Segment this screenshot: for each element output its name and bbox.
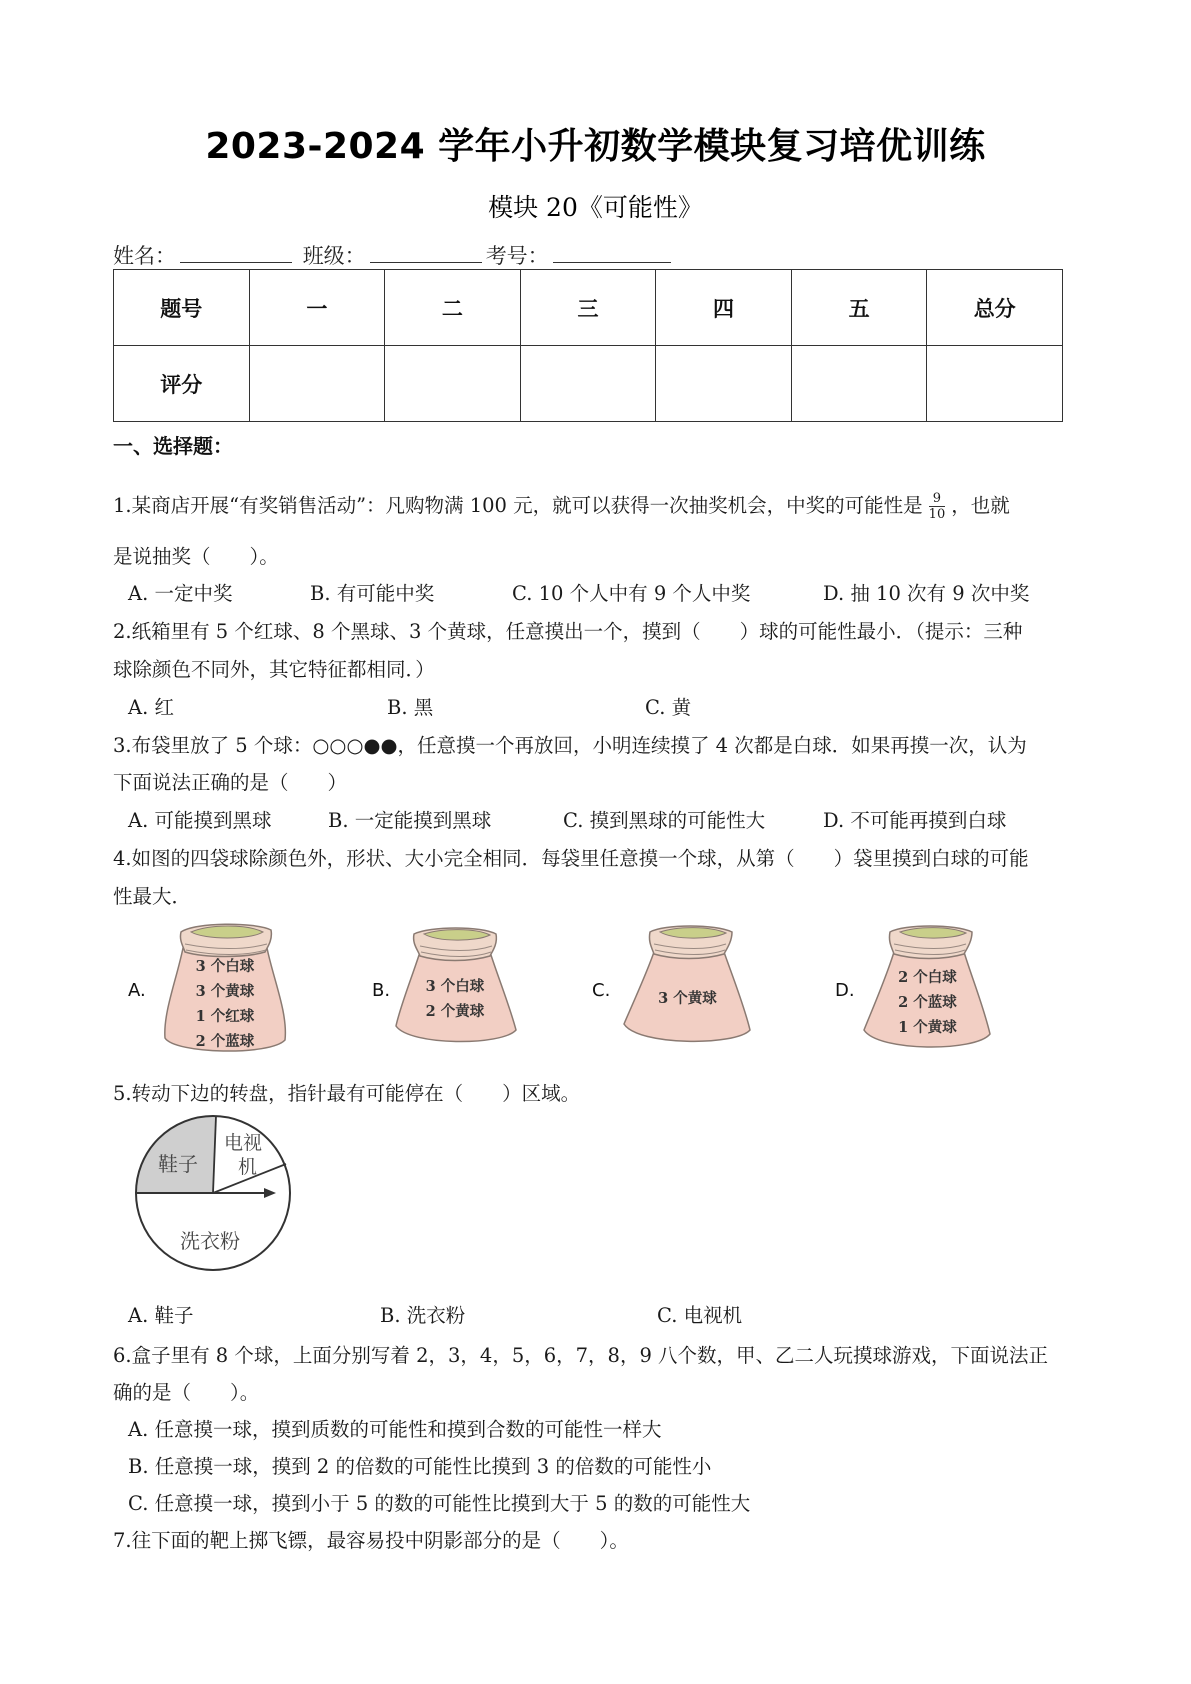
question-4-line-1: 4.如图的四袋球除颜色外，形状、大小完全相同．每袋里任意摸一个球，从第（ ）袋里摸到白球的可能 bbox=[113, 847, 1029, 870]
spinner-region-shoes: 鞋子 bbox=[158, 1152, 198, 1176]
student-info-line bbox=[113, 240, 675, 270]
question-4-line-2: 性最大． bbox=[113, 885, 192, 908]
score-cell[interactable] bbox=[520, 346, 656, 422]
score-cell[interactable] bbox=[927, 346, 1063, 422]
question-5-option-a[interactable]: A. 鞋子 bbox=[128, 1304, 194, 1327]
question-5-option-b[interactable]: B. 洗衣粉 bbox=[380, 1304, 466, 1327]
table-cell: 四 bbox=[656, 270, 792, 346]
name-blank[interactable] bbox=[180, 242, 292, 263]
bag-c-illustration bbox=[620, 920, 755, 1052]
question-3-option-c[interactable]: C. 摸到黑球的可能性大 bbox=[563, 809, 766, 832]
bag-b-illustration bbox=[390, 922, 520, 1052]
question-5-line-1: 5.转动下边的转盘，指针最有可能停在（ ）区域。 bbox=[113, 1082, 581, 1105]
spinner-region-tv-line1: 电视 bbox=[224, 1132, 263, 1154]
fraction bbox=[929, 491, 946, 522]
question-1-option-c[interactable]: C. 10 个人中有 9 个人中奖 bbox=[512, 582, 751, 605]
question-text: ，也就 bbox=[951, 494, 1010, 517]
question-2-option-a[interactable]: A. 红 bbox=[128, 696, 174, 719]
question-2-line-2: 球除颜色不同外，其它特征都相同．） bbox=[113, 658, 435, 681]
bag-content-line: 3 个黄球 bbox=[658, 990, 717, 1007]
fraction-denominator: 10 bbox=[928, 507, 946, 522]
question-3-line-2: 下面说法正确的是（ ） bbox=[113, 771, 348, 794]
question-2-option-c[interactable]: C. 黄 bbox=[645, 696, 692, 719]
class-label: 班级： bbox=[302, 244, 366, 268]
class-blank[interactable] bbox=[370, 242, 482, 263]
section-heading: 一、选择题： bbox=[113, 434, 233, 458]
exam-number-blank[interactable] bbox=[553, 242, 671, 263]
question-3-option-d[interactable]: D. 不可能再摸到白球 bbox=[823, 809, 1007, 832]
bag-d-contents bbox=[860, 965, 995, 1040]
table-cell: 题号 bbox=[114, 270, 250, 346]
score-table-score-row bbox=[114, 346, 1063, 422]
bag-content-line: 2 个白球 bbox=[898, 969, 957, 986]
question-7-line-1: 7.往下面的靶上掷飞镖，最容易投中阴影部分的是（ ）。 bbox=[113, 1529, 629, 1552]
bag-content-line: 2 个蓝球 bbox=[898, 994, 957, 1011]
question-2-line-1: 2.纸箱里有 5 个红球、8 个黑球、3 个黄球，任意摸出一个，摸到（ ）球的可能性最小．（提示：三种 bbox=[113, 620, 1023, 643]
question-text: 1.某商店开展“有奖销售活动”：凡购物满 100 元，就可以获得一次抽奖机会，中奖的可能性是 bbox=[113, 494, 923, 517]
bag-d-label[interactable]: D. bbox=[835, 980, 855, 1001]
table-cell: 一 bbox=[249, 270, 385, 346]
bag-a-contents bbox=[155, 954, 295, 1054]
question-3-line-1: 3.布袋里放了 5 个球：○○○●●，任意摸一个再放回，小明连续摸了 4 次都是白球．如果再摸一次，认为 bbox=[113, 734, 1027, 757]
spinner-region-detergent: 洗衣粉 bbox=[180, 1229, 240, 1253]
question-5-option-c[interactable]: C. 电视机 bbox=[657, 1304, 743, 1327]
question-6-option-b[interactable]: B. 任意摸一球，摸到 2 的倍数的可能性比摸到 3 的倍数的可能性小 bbox=[128, 1455, 712, 1478]
bag-b-label[interactable]: B. bbox=[372, 980, 391, 1001]
spinner-diagram bbox=[128, 1110, 303, 1280]
score-cell[interactable] bbox=[656, 346, 792, 422]
question-1-line-2: 是说抽奖（ ）。 bbox=[113, 545, 279, 568]
score-table bbox=[113, 269, 1063, 422]
table-cell: 评分 bbox=[114, 346, 250, 422]
question-6-line-2: 确的是（ ）。 bbox=[113, 1381, 260, 1404]
bag-content-line: 3 个白球 bbox=[425, 978, 485, 995]
bag-a-label[interactable]: A. bbox=[128, 980, 146, 1001]
spinner-icon bbox=[128, 1110, 303, 1280]
table-cell: 总分 bbox=[927, 270, 1063, 346]
document-subtitle: 模块 20《可能性》 bbox=[488, 193, 703, 222]
question-6-line-1: 6.盒子里有 8 个球，上面分别写着 2，3，4，5，6，7，8，9 八个数，甲、乙二人玩摸球游戏，下面说法正 bbox=[113, 1344, 1049, 1367]
score-table-header-row bbox=[114, 270, 1063, 346]
exam-number-label: 考号： bbox=[485, 244, 549, 268]
table-cell: 五 bbox=[791, 270, 927, 346]
table-cell: 二 bbox=[385, 270, 521, 346]
question-1-option-a[interactable]: A. 一定中奖 bbox=[128, 582, 233, 605]
bag-content-line: 1 个黄球 bbox=[898, 1019, 957, 1036]
bag-content-line: 2 个黄球 bbox=[425, 1003, 485, 1020]
bag-b-contents bbox=[390, 974, 520, 1024]
bag-content-line: 3 个白球 bbox=[195, 958, 255, 975]
question-1-line-1 bbox=[113, 490, 1010, 522]
question-6-option-a[interactable]: A. 任意摸一球，摸到质数的可能性和摸到合数的可能性一样大 bbox=[128, 1418, 662, 1441]
bag-content-line: 1 个红球 bbox=[195, 1008, 255, 1025]
question-2-option-b[interactable]: B. 黑 bbox=[387, 696, 434, 719]
question-3-option-a[interactable]: A. 可能摸到黑球 bbox=[128, 809, 272, 832]
document-title: 2023-2024 学年小升初数学模块复习培优训练 bbox=[205, 126, 986, 167]
bag-a-illustration bbox=[155, 918, 295, 1060]
bag-d-illustration bbox=[860, 920, 995, 1060]
bag-content-line: 2 个蓝球 bbox=[195, 1033, 255, 1050]
fraction-numerator: 9 bbox=[929, 491, 946, 507]
bag-c-label[interactable]: C. bbox=[592, 980, 611, 1001]
table-cell: 三 bbox=[520, 270, 656, 346]
name-label: 姓名： bbox=[113, 244, 176, 268]
spinner-region-tv-line2: 机 bbox=[238, 1156, 258, 1178]
question-3-option-b[interactable]: B. 一定能摸到黑球 bbox=[328, 809, 492, 832]
bag-c-contents bbox=[620, 986, 755, 1011]
question-1-option-d[interactable]: D. 抽 10 次有 9 次中奖 bbox=[823, 582, 1030, 605]
score-cell[interactable] bbox=[385, 346, 521, 422]
bag-content-line: 3 个黄球 bbox=[195, 983, 255, 1000]
question-1-option-b[interactable]: B. 有可能中奖 bbox=[310, 582, 435, 605]
score-cell[interactable] bbox=[249, 346, 385, 422]
score-cell[interactable] bbox=[791, 346, 927, 422]
question-6-option-c[interactable]: C. 任意摸一球，摸到小于 5 的数的可能性比摸到大于 5 的数的可能性大 bbox=[128, 1492, 751, 1515]
